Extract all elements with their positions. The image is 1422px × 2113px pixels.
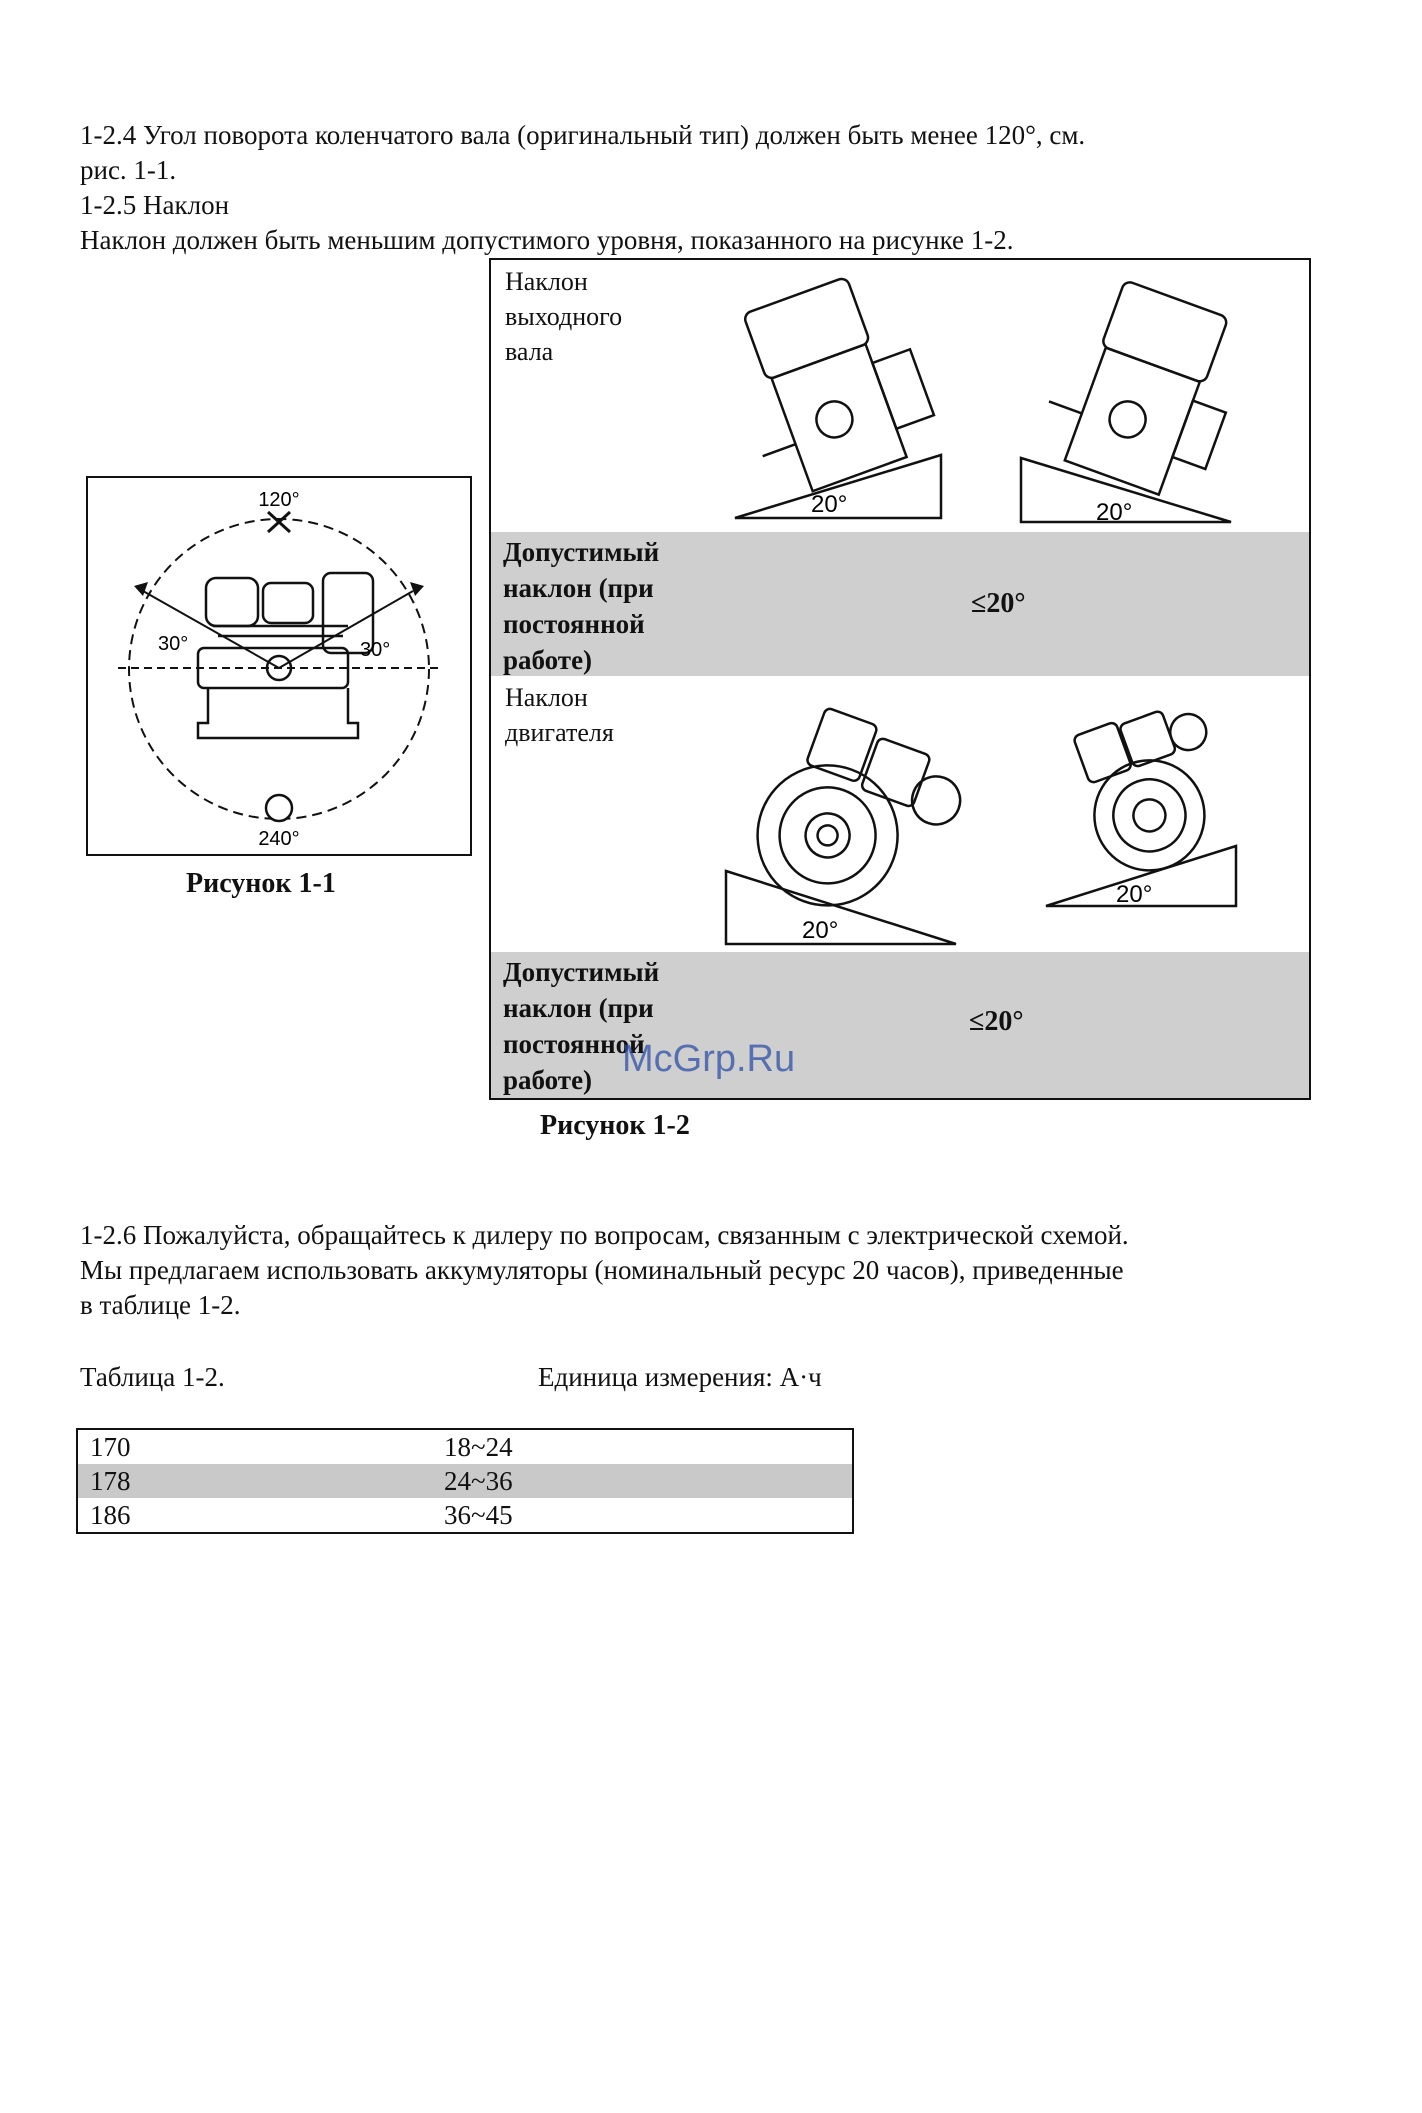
watermark: McGrp.Ru [622,1038,796,1080]
angle-label-right-30: 30° [360,639,391,661]
row3-label: Наклон двигателя [505,683,614,747]
row1-label: Наклон выходного вала [505,267,623,366]
paragraph-1-2-6-line3: в таблице 1-2. [80,1290,241,1320]
engine-left-icon [731,270,944,518]
engine-tilt-illustration [716,676,1296,952]
paragraph-1-2-6-line2: Мы предлагаем использовать аккумуляторы (номинальный ресурс 20 часов), приведенные [80,1255,1124,1285]
section-title-1-2-5: 1-2.5 Наклон [80,190,230,220]
paragraph-1-2-6-line1: 1-2.6 Пожалуйста, обращайтесь к дилеру по вопросам, связанным с электрической схемой. [80,1220,1129,1250]
row4-label: Допустимый наклон (при постоянной работе) [503,957,660,1095]
table-cell-model: 170 [90,1431,131,1462]
angle-label-240: 240° [258,828,300,850]
paragraph-1-2-4-line2: рис. 1-1. [80,155,177,185]
table-cell-model: 186 [90,1499,131,1530]
table-cell-capacity: 24~36 [444,1465,513,1496]
row4-value: ≤20° [969,1006,1024,1037]
table-cell-capacity: 36~45 [444,1499,513,1530]
table-cell-capacity: 18~24 [444,1431,513,1462]
crankshaft-rotation-diagram [88,478,470,854]
table-title: Таблица 1-2. [80,1362,225,1392]
figure-1-2-frame [489,258,1311,1100]
row-output-shaft-tilt [491,260,1309,532]
bottom-mark-icon [266,795,292,821]
battery-table [76,1428,854,1534]
row3-angle-right: 20° [1116,881,1153,908]
paragraph-1-2-4-line1: 1-2.4 Угол поворота коленчатого вала (оригинальный тип) должен быть менее 120°, см. [80,120,1086,150]
paragraph-1-2-5-body: Наклон должен быть меньшим допустимого уровня, показанного на рисунке 1-2. [80,225,1014,255]
angle-label-120: 120° [258,489,300,511]
row-engine-tilt [491,676,1309,952]
row2-label: Допустимый наклон (при постоянной работе) [503,537,660,675]
table-row [77,1498,853,1533]
engine-right-icon [1021,270,1257,522]
engine-flywheel-left-icon [726,699,976,944]
table-unit: Единица измерения: А·ч [538,1362,822,1392]
row2-value: ≤20° [971,588,1026,619]
table-row [77,1464,853,1498]
figure-1-1-frame [86,476,472,856]
row1-angle-right: 20° [1096,499,1133,526]
table-row [77,1429,853,1464]
top-mark-icon [268,512,290,532]
figure-1-1-caption: Рисунок 1-1 [186,868,336,899]
row1-angle-left: 20° [811,491,848,518]
engine-outline-icon [198,573,373,738]
table-cell-model: 178 [90,1465,131,1496]
output-shaft-tilt-illustration [731,270,1291,530]
row3-angle-left: 20° [802,917,839,944]
row-allowed-tilt-2 [491,952,1309,1098]
angle-label-left-30: 30° [158,633,189,655]
row-allowed-tilt-1 [491,532,1309,676]
figure-1-2-caption: Рисунок 1-2 [540,1110,690,1141]
engine-flywheel-right-icon [1046,693,1246,906]
